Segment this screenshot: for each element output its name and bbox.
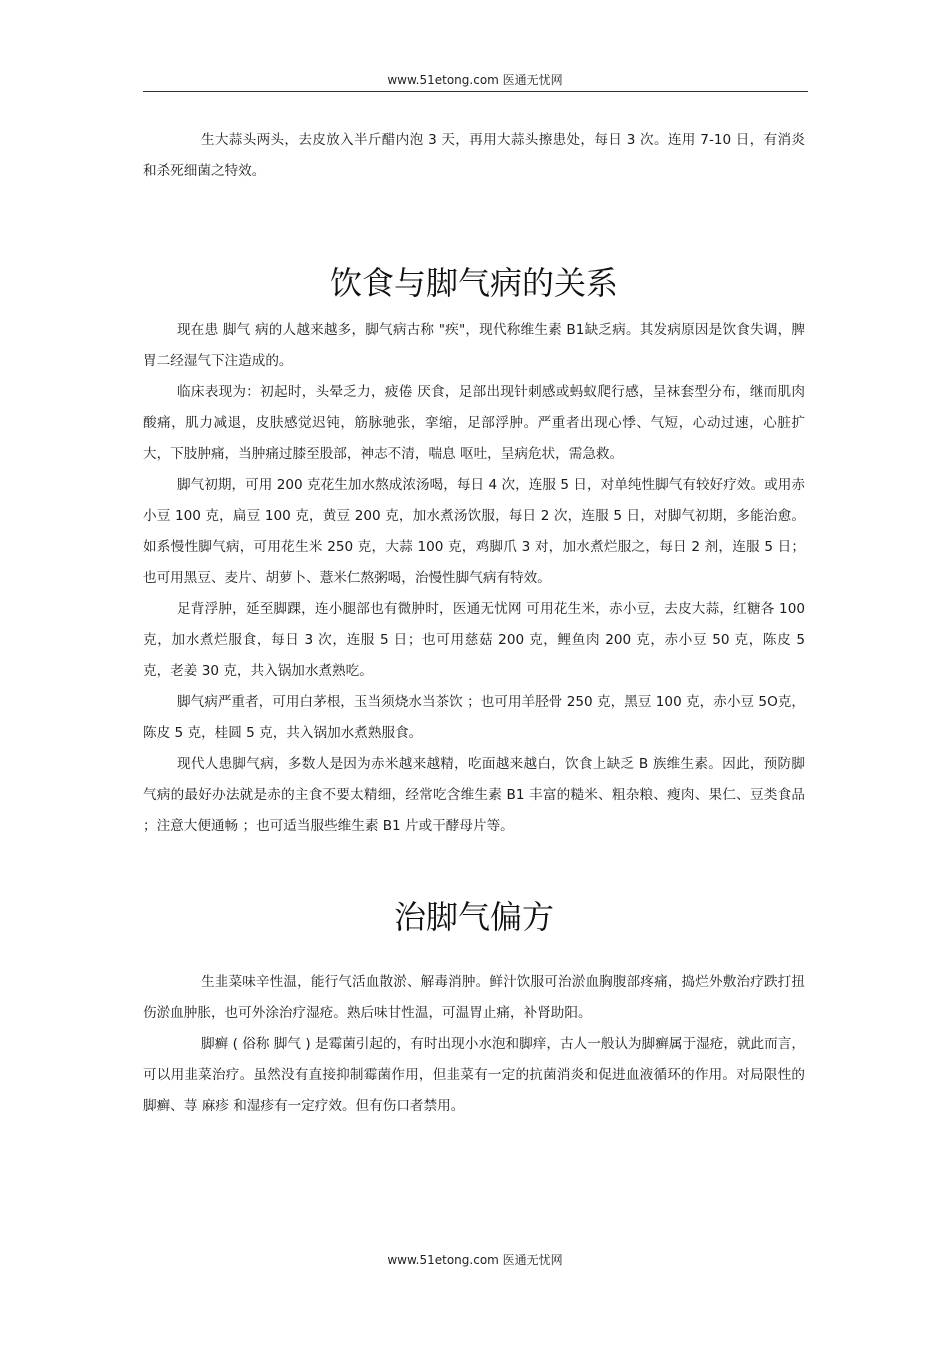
document-body [143,125,805,1122]
section1-paragraph-6: 现代人患脚气病，多数人是因为赤米越来越精，吃面越来越白，饮食上缺乏 B 族维生素。因此，预防脚气病的最好办法就是赤的主食不要太精细，经常吃含维生素 B1 丰富的糙米、粗杂粮、瘦肉、果仁、豆类食品 ；注意大便通畅 ；也可适当服些维生素 B1 片或干酵母片等。 [143,756,805,834]
section1-paragraph-1: 现在患 脚气 病的人越来越多，脚气病古称 "疾"，现代称维生素 B1缺乏病。其发病原因是饮食失调，脾胃二经湿气下注造成的。 [143,322,805,369]
intro-paragraph: 生大蒜头两头，去皮放入半斤醋内泡 3 天，再用大蒜头擦患处，每日 3 次。连用 7-10 日，有消炎和杀死细菌之特效。 [143,132,805,179]
page-footer: www.51etong.com 医通无忧网 [387,1253,563,1267]
section1-paragraph-4: 足背浮肿，延至脚踝，连小腿部也有微肿时，医通无忧网 可用花生米，赤小豆，去皮大蒜，红糖各 100 克，加水煮烂服食，每日 3 次，连服 5 日；也可用慈菇 200 克，鲤鱼肉 200 克，赤小豆 50 克，陈皮 5 克，老姜 30 克，共入锅加水煮熟吃。 [143,601,805,679]
section-title-remedy: 治脚气偏方 [393,898,554,936]
page-header: www.51etong.com 医通无忧网 [387,73,563,87]
section2-paragraph-1: 生韭菜味辛性温，能行气活血散淤、解毒消肿。鲜汁饮服可治淤血胸腹部疼痛，捣烂外敷治疗跌打扭伤淤血肿胀，也可外涂治疗湿疮。熟后味甘性温，可温胃止痛，补肾助阳。 [143,974,805,1021]
section1-paragraph-3: 脚气初期，可用 200 克花生加水熬成浓汤喝，每日 4 次，连服 5 日，对单纯性脚气有较好疗效。或用赤小豆 100 克，扁豆 100 克，黄豆 200 克，加水煮汤饮服，每日 2 次，连服 5 日，对脚气初期，多能治愈。如系慢性脚气病，可用花生米 250 克，大蒜 100 克，鸡脚爪 3 对，加水煮烂服之，每日 2 剂，连服 5 日；也可用黑豆、麦片、胡萝卜、薏米仁熬粥喝，治慢性脚气病有特效。 [143,477,805,586]
section1-paragraph-2: 临床表现为：初起时，头晕乏力，疲倦 厌食，足部出现针刺感或蚂蚁爬行感，呈袜套型分布，继而肌肉酸痛，肌力减退，皮肤感觉迟钝，筋脉驰张，挛缩，足部浮肿。严重者出现心悸、气短，心动过速，心脏扩大，下肢肿痛，当肿痛过膝至股部，神志不清，喘息 呕吐，呈病危状，需急救。 [143,384,805,462]
section2-paragraph-2: 脚癣 ( 俗称 脚气 ) 是霉菌引起的，有时出现小水泡和脚痒，古人一般认为脚癣属于湿疮，就此而言，可以用韭菜治疗。虽然没有直接抑制霉菌作用，但韭菜有一定的抗菌消炎和促进血液循环的作用。对局限性的脚癣、荨 麻疹 和湿疹有一定疗效。但有伤口者禁用。 [143,1036,805,1114]
section-title-diet: 饮食与脚气病的关系 [329,264,618,302]
header-divider [143,91,808,92]
section1-paragraph-5: 脚气病严重者，可用白茅根，玉当须烧水当茶饮 ；也可用羊胫骨 250 克，黑豆 100 克，赤小豆 5O克，陈皮 5 克，桂圆 5 克，共入锅加水煮熟服食。 [143,694,805,741]
